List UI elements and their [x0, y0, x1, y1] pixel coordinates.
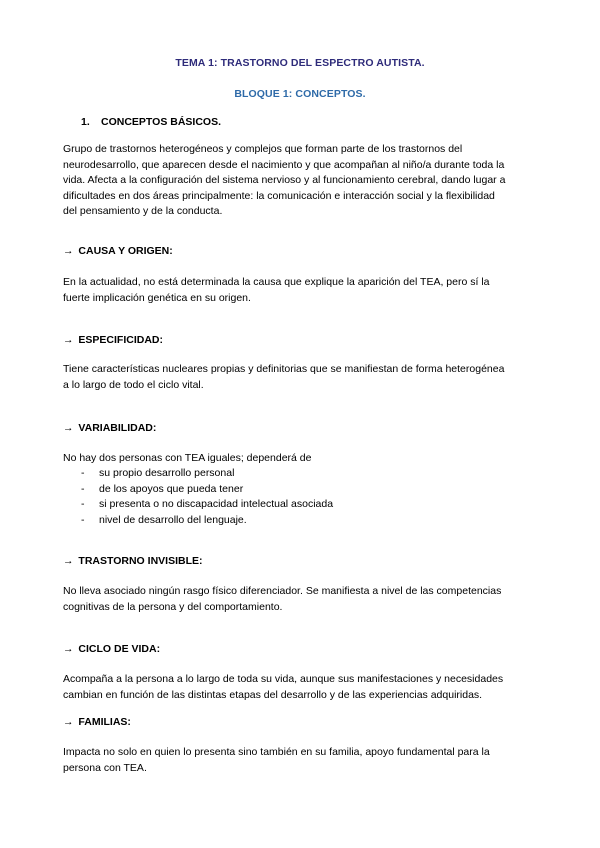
arrow-right-icon: →	[63, 334, 74, 346]
heading-label: CICLO DE VIDA:	[78, 643, 161, 655]
list-item: - su propio desarrollo personal	[63, 466, 333, 482]
arrow-right-icon: →	[63, 245, 74, 257]
paragraph-line: del pensamiento y de la conducta.	[63, 205, 223, 217]
paragraph-line: dificultades en dos áreas principalmente: la comunicación e interacción social y la flexibilidad	[63, 189, 495, 202]
bullet-dash: -	[81, 513, 85, 526]
paragraph-conceptos	[63, 142, 541, 220]
document-title: TEMA 1: TRASTORNO DEL ESPECTRO AUTISTA.	[175, 57, 425, 69]
section-heading-conceptos	[63, 116, 221, 128]
paragraph-line: persona con TEA.	[63, 761, 147, 774]
heading-causa-origen	[63, 245, 173, 257]
paragraph-line: Grupo de trastornos heterogéneos y complejos que forman parte de los trastornos del	[63, 143, 463, 155]
heading-label: CAUSA Y ORIGEN:	[78, 245, 173, 257]
paragraph-line: Acompaña a la persona a lo largo de toda su vida, aunque sus manifestaciones y necesidades	[63, 673, 504, 685]
arrow-right-icon: →	[63, 422, 74, 434]
heading-label: TRASTORNO INVISIBLE:	[78, 555, 203, 567]
paragraph-line: neurodesarrollo, que aparecen desde el nacimiento y que acompañan al niño/a durante toda la	[63, 158, 505, 171]
heading-especificidad	[63, 334, 163, 346]
heading-label: VARIABILIDAD:	[78, 422, 157, 434]
arrow-right-icon: →	[63, 716, 74, 728]
arrow-right-icon: →	[63, 555, 74, 567]
heading-label: ESPECIFICIDAD:	[78, 334, 164, 346]
paragraph-line: En la actualidad, no está determinada la causa que explique la aparición del TEA, pero sí la	[63, 276, 490, 288]
bullet-dash: -	[81, 482, 85, 495]
heading-label: FAMILIAS:	[78, 716, 131, 728]
paragraph-line: No lleva asociado ningún rasgo físico diferenciador. Se manifiesta a nivel de las competencias	[63, 585, 502, 597]
paragraph-line: Tiene características nucleares propias y definitorias que se manifiestan de forma heterogénea	[63, 363, 505, 375]
heading-trastorno-invisible	[63, 555, 202, 567]
section-number: 1.	[81, 116, 90, 128]
paragraph-especificidad	[63, 362, 541, 393]
section-label: CONCEPTOS BÁSICOS.	[101, 116, 221, 128]
bullet-dash: -	[81, 498, 85, 510]
paragraph-line: cambian en función de las distintas etapas del desarrollo y de las experiencias adquiridas.	[63, 688, 483, 701]
paragraph-line: cognitivas de la persona y del comportamiento.	[63, 600, 283, 613]
arrow-right-icon: →	[63, 643, 74, 655]
paragraph-line: No hay dos personas con TEA iguales; dependerá de	[63, 452, 312, 464]
paragraph-variabilidad-intro	[63, 451, 541, 467]
list-item: - de los apoyos que pueda tener	[63, 482, 333, 498]
heading-variabilidad	[63, 422, 156, 434]
variabilidad-list	[63, 466, 333, 528]
list-item: - si presenta o no discapacidad intelectual asociada	[63, 497, 333, 513]
paragraph-line: a lo largo de todo el ciclo vital.	[63, 378, 204, 391]
paragraph-line: vida. Afecta a la configuración del sistema nervioso y al funcionamiento cerebral, dando lugar a	[63, 174, 506, 186]
paragraph-causa	[63, 275, 541, 306]
paragraph-invisible	[63, 584, 541, 615]
heading-familias	[63, 716, 131, 728]
bullet-dash: -	[81, 467, 85, 479]
paragraph-line: Impacta no solo en quien lo presenta sino también en su familia, apoyo fundamental para la	[63, 746, 490, 758]
block-title: BLOQUE 1: CONCEPTOS.	[234, 88, 366, 100]
heading-ciclo-vida	[63, 643, 160, 655]
list-item: - nivel de desarrollo del lenguaje.	[63, 513, 333, 529]
paragraph-line: fuerte implicación genética en su origen.	[63, 291, 251, 304]
paragraph-ciclo	[63, 672, 541, 703]
paragraph-familias	[63, 745, 541, 776]
